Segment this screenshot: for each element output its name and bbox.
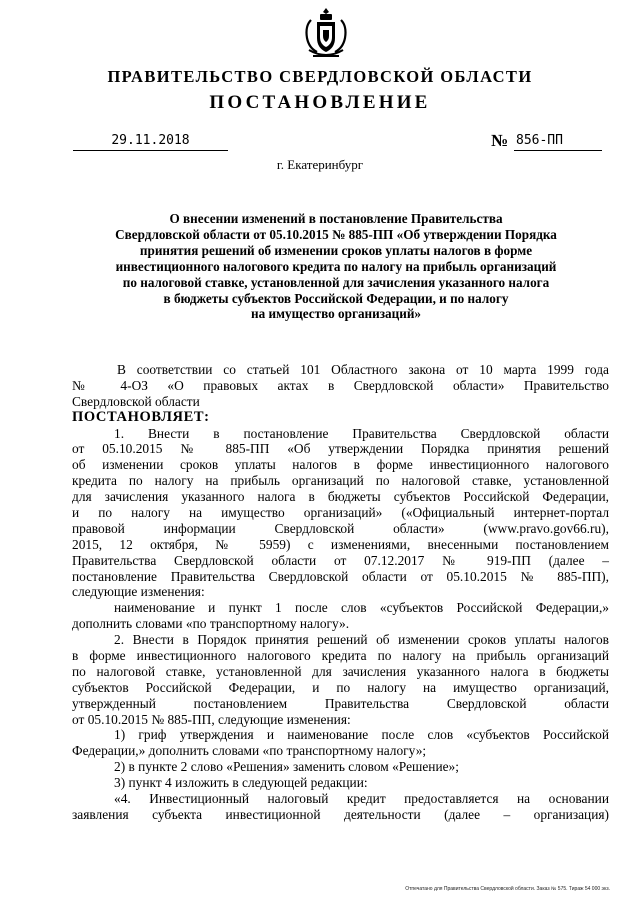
body-line: и по налогу на имущество организаций» («Официальный интернет-портал xyxy=(72,505,609,521)
heading-line: принятия решений об изменении сроков уплаты налогов в форме xyxy=(139,242,533,258)
resolves-keyword: ПОСТАНОВЛЯЕТ: xyxy=(72,408,210,425)
document-date: 29.11.2018 xyxy=(73,133,228,151)
body-line: 3) пункт 4 изложить в следующей редакции: xyxy=(114,775,368,791)
body-line: Правительства Свердловской области от 07.12.2017 № 919-ПП (далее – xyxy=(72,552,609,568)
body-line: № 4-ОЗ «О правовых актах в Свердловской области» Правительство xyxy=(72,377,609,393)
document-type: ПОСТАНОВЛЕНИЕ xyxy=(209,92,431,113)
body-line: Свердловской области xyxy=(72,393,200,409)
body-line: 2015, 12 октября, № 5959) с изменениями, внесенными постановлением xyxy=(72,536,609,552)
city: г. Екатеринбург xyxy=(276,157,364,172)
document-heading xyxy=(72,211,600,322)
body-line: в форме инвестиционного налогового кредита по налогу на прибыль организаций xyxy=(72,648,609,664)
body-line: по налоговой ставке, установленной для зачисления указанного налога в бюджеты xyxy=(72,663,609,679)
heading-line: в бюджеты субъектов Российской Федерации, и по налогу xyxy=(163,290,509,306)
body-line: В соответствии со статьей 101 Областного закона от 10 марта 1999 года xyxy=(117,362,609,377)
heading-line: инвестиционного налогового кредита по налогу на прибыль организаций xyxy=(115,258,557,274)
body-line: для зачисления указанного налога в бюджеты субъектов Российской Федерации, xyxy=(72,489,609,505)
heading-line: О внесении изменений в постановление Правительства xyxy=(169,211,503,226)
coat-of-arms-icon xyxy=(303,6,349,62)
print-imprint: Отпечатано для Правительства Свердловской области. Заказ № 575. Тираж 54 000 экз. xyxy=(405,886,610,892)
body-line: правовой информации Свердловской области» (www.pravo.gov66.ru), xyxy=(72,520,609,536)
body-line: постановление Правительства Свердловской области от 05.10.2015 № 885-ПП), xyxy=(72,568,609,584)
body-line: кредита по налогу на прибыль организаций по налоговой ставке, установленной xyxy=(72,473,609,489)
body-line: 1. Внести в постановление Правительства Свердловской области xyxy=(114,425,609,441)
document-number: 856-ПП xyxy=(514,133,602,151)
body-line: утвержденный постановлением Правительства Свердловской области xyxy=(72,695,609,711)
body-line: Федерации,» дополнить словами «по транспортному налогу»; xyxy=(72,743,427,759)
number-sign: № xyxy=(491,131,509,150)
body-line: от 05.10.2015 № 885-ПП «Об утверждении Порядка принятия решений xyxy=(72,441,609,457)
government-title: ПРАВИТЕЛЬСТВО СВЕРДЛОВСКОЙ ОБЛАСТИ xyxy=(107,67,533,86)
body-line: субъектов Российской Федерации, и по налогу на имущество организаций, xyxy=(72,679,609,695)
body-line: 2. Внести в Порядок принятия решений об изменении сроков уплаты налогов xyxy=(114,632,609,648)
body-line: 2) в пункте 2 слово «Решения» заменить словом «Решение»; xyxy=(114,759,459,775)
body-line: от 05.10.2015 № 885-ПП, следующие изменения: xyxy=(72,711,351,727)
body-line: следующие изменения: xyxy=(72,584,205,600)
heading-line: по налоговой ставке, установленной для зачисления указанного налога xyxy=(122,274,550,290)
heading-line: на имущество организаций» xyxy=(250,306,422,322)
document-body xyxy=(72,362,609,823)
body-line: заявления субъекта инвестиционной деятельности (далее – организация) xyxy=(72,806,609,822)
body-line: наименование и пункт 1 после слов «субъектов Российской Федерации,» xyxy=(114,600,609,616)
body-line: об изменении сроков уплаты налогов в форме инвестиционного налогового xyxy=(72,457,609,473)
heading-line: Свердловской области от 05.10.2015 № 885-ПП «Об утверждении Порядка xyxy=(115,226,557,242)
body-line: «4. Инвестиционный налоговый кредит предоставляется на основании xyxy=(114,791,609,807)
body-line: дополнить словами «по транспортному налогу». xyxy=(72,616,350,632)
body-line: 1) гриф утверждения и наименование после слов «субъектов Российской xyxy=(114,727,609,743)
